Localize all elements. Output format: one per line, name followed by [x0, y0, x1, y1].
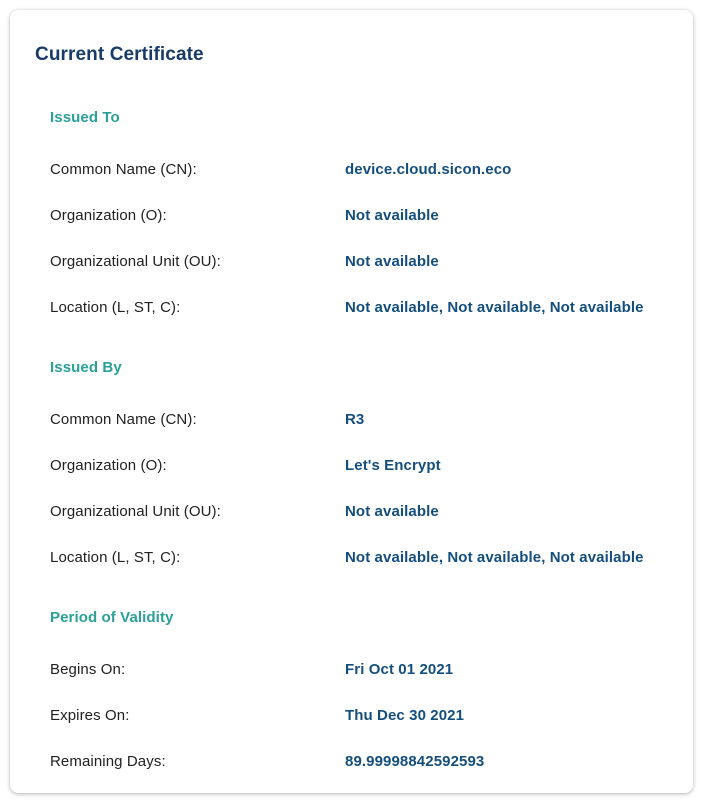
period-of-validity-section: [50, 608, 669, 784]
cert-field-value: Not available: [345, 206, 439, 224]
cert-field-value: Let's Encrypt: [345, 456, 441, 474]
cert-field-value: Thu Dec 30 2021: [345, 706, 465, 724]
cert-row-begins-on: [50, 646, 669, 692]
cert-field-value: Not available: [345, 252, 439, 270]
cert-field-label: Remaining Days:: [50, 752, 166, 770]
cert-field-value: Not available, Not available, Not available: [345, 298, 644, 316]
cert-field-label: Organizational Unit (OU):: [50, 502, 221, 520]
issued-to-section: [50, 108, 669, 330]
cert-row-organization: [50, 192, 669, 238]
period-of-validity-rows: [50, 646, 669, 784]
cert-row-remaining-days: [50, 738, 669, 784]
cert-field-label: Expires On:: [50, 706, 130, 724]
cert-field-label: Begins On:: [50, 660, 126, 678]
cert-row-expires-on: [50, 692, 669, 738]
period-of-validity-heading: Period of Validity: [50, 609, 174, 626]
cert-field-label: Location (L, ST, C):: [50, 298, 181, 316]
issued-to-heading: Issued To: [50, 109, 120, 126]
issued-by-heading: Issued By: [50, 359, 122, 376]
cert-field-label: Organization (O):: [50, 456, 167, 474]
cert-row-organization: [50, 442, 669, 488]
cert-field-label: Organization (O):: [50, 206, 167, 224]
current-certificate-card: [10, 10, 693, 793]
issued-by-rows: [50, 396, 669, 580]
card-title: Current Certificate: [35, 44, 204, 65]
cert-field-label: Common Name (CN):: [50, 410, 197, 428]
issued-to-rows: [50, 146, 669, 330]
cert-field-value: R3: [345, 410, 365, 428]
cert-row-organizational-unit: [50, 238, 669, 284]
cert-row-common-name: [50, 396, 669, 442]
cert-field-value: Fri Oct 01 2021: [345, 660, 454, 678]
cert-field-value: device.cloud.sicon.eco: [345, 160, 512, 178]
cert-field-value: 89.99998842592593: [345, 752, 485, 770]
cert-row-location: [50, 534, 669, 580]
cert-field-label: Organizational Unit (OU):: [50, 252, 221, 270]
cert-field-value: Not available: [345, 502, 439, 520]
issued-by-section: [50, 358, 669, 580]
cert-field-value: Not available, Not available, Not available: [345, 548, 644, 566]
cert-field-label: Common Name (CN):: [50, 160, 197, 178]
cert-row-location: [50, 284, 669, 330]
cert-row-organizational-unit: [50, 488, 669, 534]
cert-row-common-name: [50, 146, 669, 192]
cert-field-label: Location (L, ST, C):: [50, 548, 181, 566]
